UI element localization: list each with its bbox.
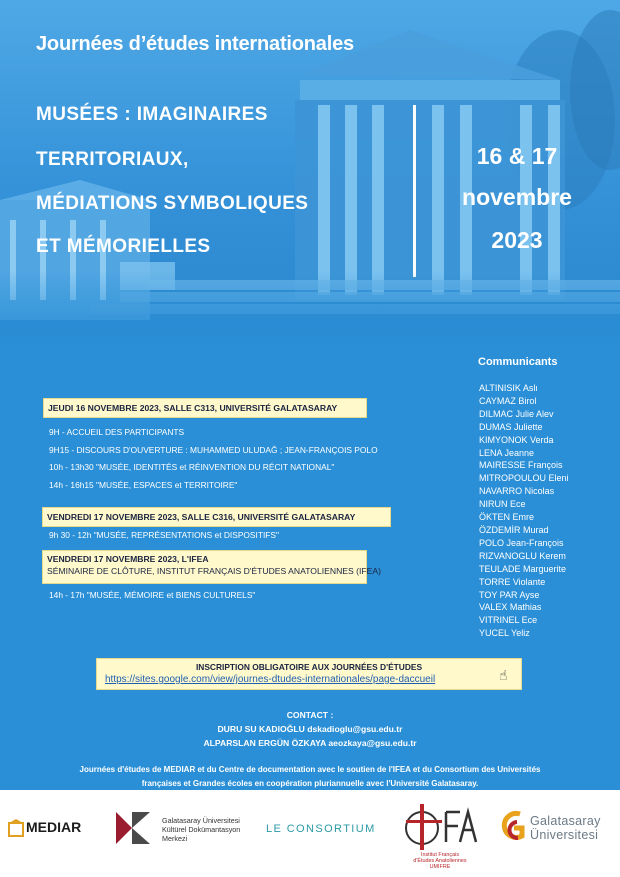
mediar-emblem-icon xyxy=(8,819,24,837)
event-date-line: 2023 xyxy=(491,227,543,253)
communicant-name: LENA Jeanne xyxy=(479,447,535,458)
event-title-line: ET MÉMORIELLES xyxy=(36,236,211,257)
schedule-item: 9h 30 - 12h "MUSÉE, REPRÉSENTATIONS et DISPOSITIFS" xyxy=(49,530,279,540)
communicant-name: KIMYONOK Verda xyxy=(479,434,554,445)
communicant-name: MITROPOULOU Eleni xyxy=(479,473,569,484)
footer-text: françaises et Grandes écoles en coopération pluriannuelle avec l'Université Galatasaray. xyxy=(141,779,479,788)
communicant-name: POLO Jean-François xyxy=(479,537,564,548)
schedule-item: 9H - ACCUEIL DES PARTICIPANTS xyxy=(49,427,185,437)
schedule-item: 14h - 16h15 "MUSÉE, ESPACES et TERRITOIRE" xyxy=(49,480,238,490)
ifea-logo xyxy=(398,798,482,870)
communicant-name: VITRINEL Ece xyxy=(479,615,538,626)
event-date-line: novembre xyxy=(462,184,572,210)
day3-header xyxy=(42,550,381,584)
communicant-name: TORRE Violante xyxy=(479,576,546,587)
schedule-item: 10h - 13h30 "MUSÉE, IDENTITÉS et RÉINVENTION DU RÉCIT NATIONAL" xyxy=(49,462,335,472)
communicant-name: MAIRESSE François xyxy=(479,460,563,471)
kdm-emblem-icon xyxy=(112,808,156,848)
mediar-logo-text: MEDIAR xyxy=(26,819,82,835)
event-title-line: TERRITORIAUX, xyxy=(36,149,189,170)
event-title-line: MÉDIATIONS SYMBOLIQUES xyxy=(36,193,309,214)
inscription-title: INSCRIPTION OBLIGATOIRE AUX JOURNÉES D'ÉTUDES xyxy=(195,662,423,672)
ifea-logo-text: Institut Français d'Études Anatoliennes UMIFRE xyxy=(413,852,467,870)
schedule-item: 14h - 17h "MUSÉE, MÉMOIRE et BIENS CULTURELS" xyxy=(49,590,256,600)
ifea-emblem-icon xyxy=(398,798,482,852)
communicant-name: TEULADE Marguerite xyxy=(479,563,567,574)
contact-line: DURU SU KADIOĞLU dskadioglu@gsu.edu.tr xyxy=(217,724,403,734)
communicant-name: ÖZDEMİR Murad xyxy=(479,524,549,535)
communicant-name: ALTINISIK Aslı xyxy=(479,383,538,393)
day3-header-line: SÉMINAIRE DE CLÔTURE, INSTITUT FRANÇAIS D'ÉTUDES ANATOLIENNES (IFEA) xyxy=(47,566,381,576)
day1-header: JEUDI 16 NOVEMBRE 2023, SALLE C313, UNIVERSITÉ GALATASARAY xyxy=(43,398,367,418)
communicant-name: DILMAC Julie Alev xyxy=(479,408,554,419)
communicant-name: NAVARRO Nicolas xyxy=(479,486,555,497)
communicant-name: NIRUN Ece xyxy=(479,499,526,510)
galatasaray-logo-text: Galatasaray Üniversitesi xyxy=(530,814,601,842)
event-subtitle: Journées d’études internationales xyxy=(36,33,354,55)
kdm-logo xyxy=(112,806,252,850)
communicant-name: VALEX Mathias xyxy=(479,602,542,613)
inscription-box xyxy=(96,658,522,690)
footer-text: Journées d'études de MEDIAR et du Centre de documentation avec le soutien de l'IFEA et du Consortium des Universités xyxy=(79,765,541,774)
communicant-name: CAYMAZ Birol xyxy=(479,395,537,406)
contact-title: CONTACT : xyxy=(286,710,334,720)
pointer-hand-icon: ☝ xyxy=(499,667,508,683)
galatasaray-logo xyxy=(500,806,615,850)
day3-header-line: VENDREDI 17 NOVEMBRE 2023, L'IFEA xyxy=(47,554,209,564)
kdm-logo-text: Galatasaray Üniversitesi Kültürel Dokümantasyon Merkezi xyxy=(162,816,241,843)
mediar-logo xyxy=(8,818,83,838)
event-title-line: MUSÉES : IMAGINAIRES xyxy=(36,104,268,125)
schedule-item: 9H15 - DISCOURS D'OUVERTURE : MUHAMMED ULUDAĞ ; JEAN-FRANÇOIS POLO xyxy=(49,445,378,455)
contact-line: ALPARSLAN ERGÜN ÖZKAYA aeozkaya@gsu.edu.tr xyxy=(203,738,417,748)
consortium-logo: LE CONSORTIUM xyxy=(266,823,376,835)
communicant-name: TOY PAR Ayse xyxy=(479,589,540,600)
communicant-name: RIZVANOGLU Kerem xyxy=(479,550,566,561)
communicants-title: Communicants xyxy=(478,356,558,368)
communicant-name: YUCEL Yeliz xyxy=(479,628,530,639)
communicant-name: DUMAS Juliette xyxy=(479,421,543,432)
inscription-link[interactable]: https://sites.google.com/view/journes-dtudes-internationales/page-daccueil xyxy=(105,674,436,685)
day2-header: VENDREDI 17 NOVEMBRE 2023, SALLE C316, UNIVERSITÉ GALATASARAY xyxy=(42,507,391,527)
galatasaray-emblem-icon xyxy=(500,808,528,848)
communicant-name: ÖKTEN Emre xyxy=(479,512,535,523)
communicants-list xyxy=(479,382,569,640)
event-date-line: 16 & 17 xyxy=(476,143,558,169)
